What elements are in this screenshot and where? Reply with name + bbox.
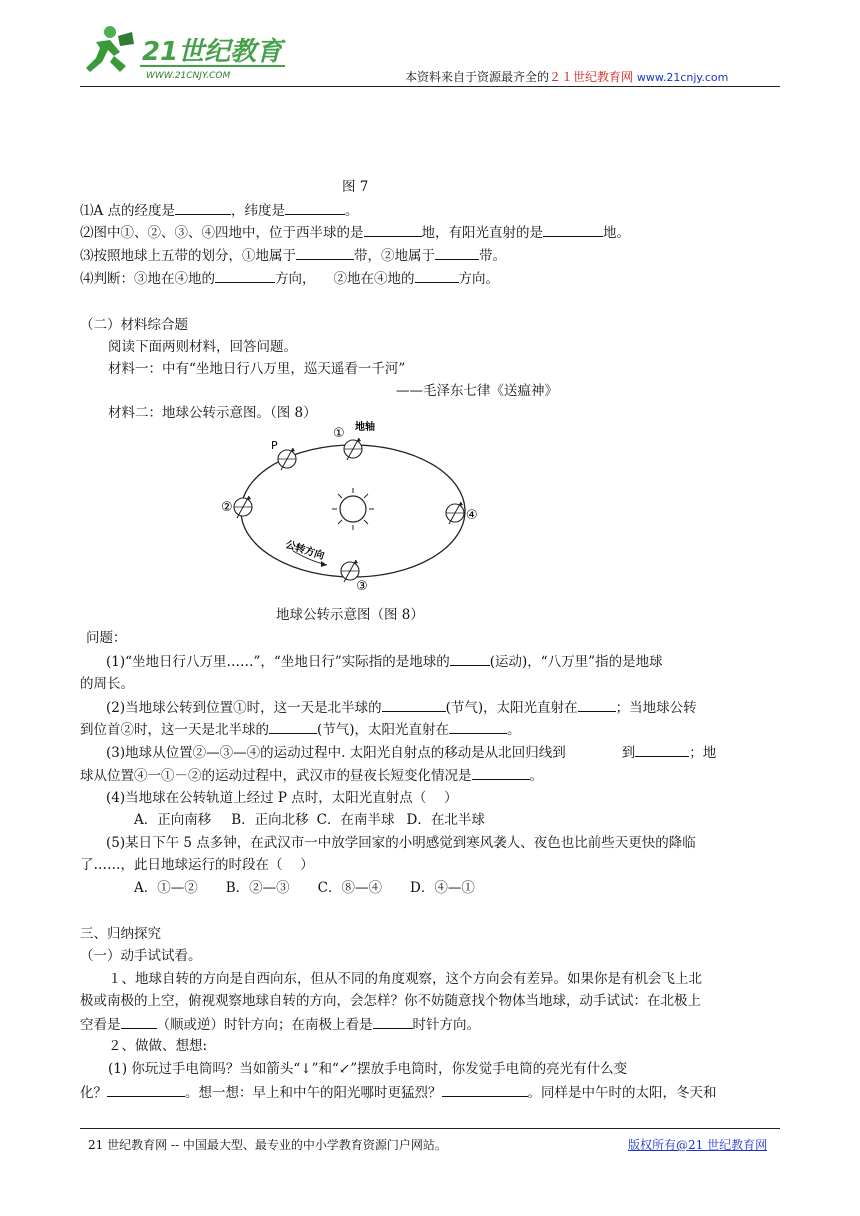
questions-title: 问题： xyxy=(86,630,127,646)
earth-revolution-diagram xyxy=(215,415,495,595)
problem-4: (4)当地球在公转轨道上经过 P 点时，太阳光直射点（ ） xyxy=(106,790,458,806)
answer-blank[interactable] xyxy=(269,719,317,734)
source-line: 本资料来自于资源最齐全的２１世纪教育网 www.21cnjy.com xyxy=(405,70,729,84)
source-number: ２１ xyxy=(549,70,574,84)
section-3-subtitle: （一）动手试试看。 xyxy=(80,948,202,964)
fig8-caption: 地球公转示意图（图 8） xyxy=(276,607,424,623)
answer-blank[interactable] xyxy=(415,268,459,283)
answer-blank[interactable] xyxy=(364,222,422,237)
option-c[interactable]: C．在南半球 xyxy=(316,812,395,828)
logo-figure-head-icon xyxy=(104,26,116,38)
earth-position-4-icon xyxy=(446,502,464,524)
material-1-source: ——毛泽东七律《送瘟神》 xyxy=(396,383,558,399)
source-url-link[interactable]: www.21cnjy.com xyxy=(636,71,729,84)
problem-5-options xyxy=(134,878,475,898)
answer-blank[interactable] xyxy=(450,651,490,666)
answer-blank[interactable] xyxy=(107,1082,185,1097)
material-1: 材料一：中有“坐地日行八万里，巡天遥看一千河” xyxy=(108,361,406,377)
exercise-1-cont2: 空看是 （顺或逆）时针方向；在南极上看是 时针方向。 xyxy=(80,1014,480,1035)
label-orbit-direction: 公转方向 xyxy=(284,539,326,563)
option-d[interactable]: D．④—① xyxy=(410,880,475,896)
answer-blank[interactable] xyxy=(382,697,446,712)
earth-position-1-icon xyxy=(344,438,362,460)
exercise-2: ２、做做、想想: xyxy=(108,1038,208,1054)
label-2: ② xyxy=(221,500,233,515)
problem-1: (1)“坐地日行八万里……”，“坐地日行”实际指的是地球的 (运动)，“八万里”指的是地球 xyxy=(106,651,663,672)
logo-figure-body-icon xyxy=(86,40,120,72)
problem-4-options xyxy=(134,810,485,830)
label-axis: 地轴 xyxy=(355,422,375,433)
answer-blank[interactable] xyxy=(472,765,530,780)
section-2-intro: 阅读下面两则材料，回答问题。 xyxy=(108,339,297,355)
footer-rule xyxy=(80,1128,780,1129)
exercise-3-cont: 化？ 。想一想：早上和中午的阳光哪时更猛烈？ 。同样是中午时的太阳，冬天和 xyxy=(80,1082,717,1103)
logo-url: WWW.21CNJY.COM xyxy=(146,71,231,81)
header-rule xyxy=(80,86,780,87)
question-2: ⑵图中①、②、③、④四地中，位于西半球的是 地，有阳光直射的是 地。 xyxy=(80,222,630,243)
logo xyxy=(80,22,295,82)
answer-blank[interactable] xyxy=(175,200,231,215)
answer-blank[interactable] xyxy=(435,245,479,260)
option-a[interactable]: A．①—② xyxy=(134,880,198,896)
option-b[interactable]: B．正向北移 xyxy=(231,812,309,828)
earth-position-2-icon xyxy=(234,496,252,518)
answer-blank[interactable] xyxy=(296,245,354,260)
question-1: ⑴A 点的经度是 ，纬度是 。 xyxy=(80,200,359,221)
answer-blank[interactable] xyxy=(442,1082,528,1097)
question-4: ⑷判断：③地在④地的 方向， ②地在④地的 方向。 xyxy=(80,268,499,289)
problem-1-cont: 的周长。 xyxy=(80,676,134,692)
label-3: ③ xyxy=(356,579,368,594)
problem-2: (2)当地球公转到位置①时，这一天是北半球的 (节气)，太阳光直射在 ；当地球公转 xyxy=(106,697,697,718)
answer-blank[interactable] xyxy=(449,719,507,734)
problem-5: (5)某日下午 5 点多钟，在武汉市一中放学回家的小明感觉到寒风袭人、夜色也比前些天更快的降临 xyxy=(106,835,696,851)
label-p: P xyxy=(271,439,278,452)
answer-blank[interactable] xyxy=(635,742,689,757)
exercise-3: (1) 你玩过手电筒吗？当如箭头“↓”和“↙”摆放手电筒时，你发觉手电筒的亮光有什么变 xyxy=(108,1061,628,1077)
label-1: ① xyxy=(333,426,345,441)
answer-blank[interactable] xyxy=(285,200,345,215)
problem-3-cont: 球从位置④一①－②的运动过程中，武汉市的昼夜长短变化情况是 。 xyxy=(80,765,543,786)
exercise-1: １、地球自转的方向是自西向东，但从不同的角度观察，这个方向会有差异。如果你是有机会飞上北 xyxy=(108,971,702,987)
footer-copyright-link[interactable]: 版权所有@21 世纪教育网 xyxy=(628,1138,768,1152)
label-4: ④ xyxy=(466,508,478,523)
problem-2-cont: 到位首②时，这一天是北半球的 (节气)，太阳光直射在 。 xyxy=(80,719,521,740)
question-3: ⑶按照地球上五带的划分，①地属于 带，②地属于 带。 xyxy=(80,245,506,266)
option-a[interactable]: A．正向南移 xyxy=(134,812,212,828)
sun-icon xyxy=(332,488,374,530)
source-site: 世纪教育网 xyxy=(573,70,634,84)
answer-blank[interactable] xyxy=(578,697,616,712)
answer-blank[interactable] xyxy=(373,1014,413,1029)
answer-blank[interactable] xyxy=(543,222,603,237)
section-2-title: （二）材料综合题 xyxy=(80,317,188,333)
material-2: 材料二：地球公转示意图。（图 8） xyxy=(108,405,317,421)
fig7-caption: 图 7 xyxy=(342,179,369,195)
problem-5-cont: 了……，此日地球运行的时段在（ ） xyxy=(80,857,314,873)
option-d[interactable]: D．在北半球 xyxy=(406,812,485,828)
exercise-1-cont: 极或南极的上空，俯视观察地球自转的方向，会怎样？你不妨随意找个物体当地球，动手试试：在北极上 xyxy=(80,993,701,1009)
footer-left: 21 世纪教育网 -- 中国最大型、最专业的中小学教育资源门户网站。 xyxy=(88,1138,447,1152)
answer-blank[interactable] xyxy=(215,268,275,283)
logo-text: 21世纪教育 xyxy=(142,37,283,67)
earth-at-p-icon xyxy=(278,448,296,470)
option-c[interactable]: C．⑧—④ xyxy=(317,880,383,896)
problem-3: (3)地球从位置②—③—④的运动过程中. 太阳光自射点的移动是从北回归线到 到 ；地 xyxy=(106,742,716,763)
section-3-title: 三、归纳探究 xyxy=(80,926,161,942)
option-b[interactable]: B．②—③ xyxy=(225,880,290,896)
answer-blank[interactable] xyxy=(121,1014,157,1029)
